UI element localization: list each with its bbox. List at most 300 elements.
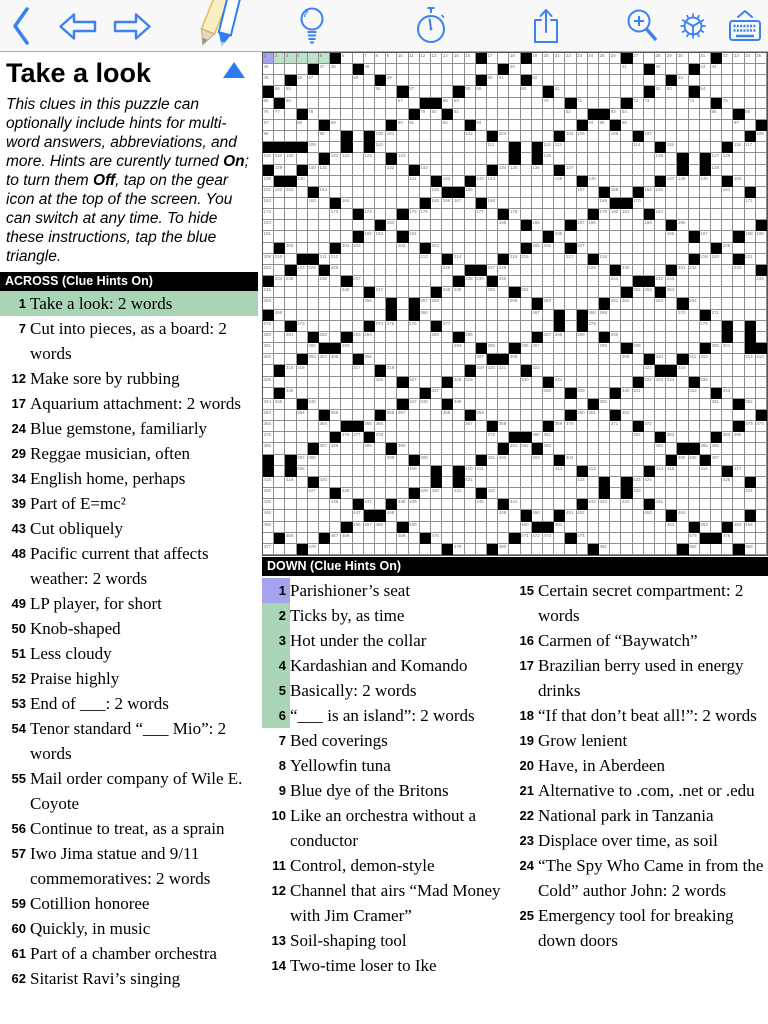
grid-cell[interactable] [733,410,744,421]
grid-cell[interactable] [274,410,285,421]
grid-cell[interactable] [453,399,464,410]
grid-cell[interactable] [274,220,285,231]
grid-cell[interactable] [588,522,599,533]
grid-cell[interactable] [666,98,677,109]
grid-cell[interactable] [621,388,632,399]
grid-cell[interactable] [509,86,520,97]
grid-cell[interactable] [700,109,711,120]
grid-cell[interactable] [364,75,375,86]
grid-cell[interactable] [722,354,733,365]
grid-cell[interactable] [308,421,319,432]
grid-cell[interactable] [498,432,509,443]
grid-cell[interactable] [644,120,655,131]
grid-cell[interactable] [733,522,744,533]
grid-cell[interactable] [700,443,711,454]
grid-cell[interactable] [599,131,610,142]
grid-cell[interactable] [420,165,431,176]
grid-cell[interactable] [476,354,487,365]
grid-cell[interactable] [655,499,666,510]
grid-cell[interactable] [666,254,677,265]
grid-cell[interactable] [700,231,711,242]
grid-cell[interactable] [364,466,375,477]
grid-cell[interactable] [263,365,274,376]
grid-cell[interactable] [722,75,733,86]
grid-cell[interactable] [543,310,554,321]
grid-cell[interactable] [745,488,756,499]
grid-cell[interactable] [577,276,588,287]
grid-cell[interactable] [599,176,610,187]
grid-cell[interactable] [745,265,756,276]
grid-cell[interactable] [353,120,364,131]
grid-cell[interactable] [633,243,644,254]
grid-cell[interactable] [756,209,767,220]
grid-cell[interactable] [543,142,554,153]
grid-cell[interactable] [521,98,532,109]
grid-cell[interactable] [521,86,532,97]
grid-cell[interactable] [263,298,274,309]
grid-cell[interactable] [532,477,543,488]
grid-cell[interactable] [655,455,666,466]
grid-cell[interactable] [353,98,364,109]
grid-cell[interactable] [745,198,756,209]
grid-cell[interactable] [577,109,588,120]
grid-cell[interactable] [677,254,688,265]
grid-cell[interactable] [621,265,632,276]
grid-cell[interactable] [330,455,341,466]
grid-cell[interactable] [442,343,453,354]
grid-cell[interactable] [756,254,767,265]
grid-cell[interactable] [532,399,543,410]
grid-cell[interactable] [655,120,666,131]
grid-cell[interactable] [521,254,532,265]
grid-cell[interactable] [521,499,532,510]
grid-cell[interactable] [610,109,621,120]
down-clue[interactable] [510,778,768,803]
grid-cell[interactable] [677,109,688,120]
grid-cell[interactable] [711,488,722,499]
grid-cell[interactable] [498,98,509,109]
grid-cell[interactable] [711,176,722,187]
grid-cell[interactable] [364,399,375,410]
grid-cell[interactable] [588,455,599,466]
grid-cell[interactable] [644,377,655,388]
grid-cell[interactable] [745,533,756,544]
grid-cell[interactable] [364,533,375,544]
grid-cell[interactable] [442,488,453,499]
grid-cell[interactable] [420,86,431,97]
grid-cell[interactable] [375,399,386,410]
grid-cell[interactable] [420,377,431,388]
grid-cell[interactable] [498,365,509,376]
across-clue[interactable] [0,291,258,316]
collapse-triangle-icon[interactable] [223,62,245,78]
grid-cell[interactable] [689,276,700,287]
grid-cell[interactable] [711,421,722,432]
grid-cell[interactable] [274,298,285,309]
grid-cell[interactable] [521,343,532,354]
grid-cell[interactable] [666,298,677,309]
grid-cell[interactable] [509,165,520,176]
grid-cell[interactable] [442,410,453,421]
grid-cell[interactable] [397,443,408,454]
grid-cell[interactable] [297,321,308,332]
grid-cell[interactable] [543,187,554,198]
grid-cell[interactable] [274,187,285,198]
grid-cell[interactable] [733,321,744,332]
grid-cell[interactable] [532,321,543,332]
grid-cell[interactable] [442,198,453,209]
grid-cell[interactable] [644,421,655,432]
grid-cell[interactable] [476,254,487,265]
grid-cell[interactable] [442,165,453,176]
grid-cell[interactable] [509,254,520,265]
grid-cell[interactable] [341,254,352,265]
grid-cell[interactable] [700,75,711,86]
grid-cell[interactable] [397,488,408,499]
grid-cell[interactable] [297,64,308,75]
grid-cell[interactable] [521,399,532,410]
grid-cell[interactable] [666,332,677,343]
grid-cell[interactable] [509,388,520,399]
across-clue[interactable] [0,966,258,991]
grid-cell[interactable] [353,254,364,265]
grid-cell[interactable] [554,287,565,298]
grid-cell[interactable] [353,544,364,555]
grid-cell[interactable] [722,410,733,421]
grid-cell[interactable] [487,321,498,332]
grid-cell[interactable] [633,142,644,153]
grid-cell[interactable] [621,432,632,443]
grid-cell[interactable] [353,176,364,187]
grid-cell[interactable] [431,310,442,321]
grid-cell[interactable] [700,243,711,254]
grid-cell[interactable] [397,131,408,142]
grid-cell[interactable] [409,354,420,365]
grid-cell[interactable] [341,410,352,421]
grid-cell[interactable] [521,488,532,499]
grid-cell[interactable] [476,131,487,142]
grid-cell[interactable] [733,365,744,376]
grid-cell[interactable] [364,544,375,555]
down-clue[interactable] [262,803,510,853]
grid-cell[interactable] [666,187,677,198]
grid-cell[interactable] [711,265,722,276]
grid-cell[interactable] [756,466,767,477]
grid-cell[interactable] [274,254,285,265]
grid-cell[interactable] [487,432,498,443]
grid-cell[interactable] [745,522,756,533]
grid-cell[interactable] [453,142,464,153]
grid-cell[interactable] [689,298,700,309]
grid-cell[interactable] [633,477,644,488]
grid-cell[interactable] [666,153,677,164]
grid-cell[interactable] [319,455,330,466]
grid-cell[interactable] [621,321,632,332]
grid-cell[interactable] [487,187,498,198]
grid-cell[interactable] [655,53,666,64]
grid-cell[interactable] [453,131,464,142]
grid-cell[interactable] [599,343,610,354]
grid-cell[interactable] [610,477,621,488]
grid-cell[interactable] [756,165,767,176]
grid-cell[interactable] [621,153,632,164]
grid-cell[interactable] [364,298,375,309]
grid-cell[interactable] [722,120,733,131]
grid-cell[interactable] [285,276,296,287]
grid-cell[interactable] [487,109,498,120]
grid-cell[interactable] [554,399,565,410]
grid-cell[interactable] [599,98,610,109]
grid-cell[interactable] [554,254,565,265]
grid-cell[interactable] [274,310,285,321]
grid-cell[interactable] [274,477,285,488]
grid-cell[interactable] [375,522,386,533]
grid-cell[interactable] [364,165,375,176]
grid-cell[interactable] [487,254,498,265]
grid-cell[interactable] [745,109,756,120]
grid-cell[interactable] [677,276,688,287]
grid-cell[interactable] [666,377,677,388]
grid-cell[interactable] [297,243,308,254]
grid-cell[interactable] [319,522,330,533]
grid-cell[interactable] [453,231,464,242]
grid-cell[interactable] [341,321,352,332]
grid-cell[interactable] [554,53,565,64]
grid-cell[interactable] [487,399,498,410]
grid-cell[interactable] [543,209,554,220]
grid-cell[interactable] [420,443,431,454]
grid-cell[interactable] [689,176,700,187]
grid-cell[interactable] [319,365,330,376]
grid-cell[interactable] [644,176,655,187]
grid-cell[interactable] [453,298,464,309]
across-clue[interactable] [0,691,258,716]
grid-cell[interactable] [285,64,296,75]
grid-cell[interactable] [285,98,296,109]
grid-cell[interactable] [588,388,599,399]
grid-cell[interactable] [733,432,744,443]
grid-cell[interactable] [666,477,677,488]
grid-cell[interactable] [487,153,498,164]
grid-cell[interactable] [610,432,621,443]
grid-cell[interactable] [297,53,308,64]
grid-cell[interactable] [745,298,756,309]
grid-cell[interactable] [431,455,442,466]
grid-cell[interactable] [353,109,364,120]
grid-cell[interactable] [397,142,408,153]
grid-cell[interactable] [330,377,341,388]
grid-cell[interactable] [431,109,442,120]
grid-cell[interactable] [733,220,744,231]
grid-cell[interactable] [745,443,756,454]
grid-cell[interactable] [297,410,308,421]
grid-cell[interactable] [442,365,453,376]
grid-cell[interactable] [711,399,722,410]
grid-cell[interactable] [733,276,744,287]
grid-cell[interactable] [532,544,543,555]
grid-cell[interactable] [610,466,621,477]
grid-cell[interactable] [633,254,644,265]
grid-cell[interactable] [330,254,341,265]
grid-cell[interactable] [711,321,722,332]
grid-cell[interactable] [689,187,700,198]
grid-cell[interactable] [297,131,308,142]
grid-cell[interactable] [409,142,420,153]
down-clue[interactable] [510,653,768,703]
grid-cell[interactable] [655,209,666,220]
grid-cell[interactable] [375,466,386,477]
grid-cell[interactable] [375,209,386,220]
grid-cell[interactable] [285,533,296,544]
grid-cell[interactable] [599,544,610,555]
grid-cell[interactable] [431,510,442,521]
grid-cell[interactable] [453,499,464,510]
grid-cell[interactable] [644,443,655,454]
grid-cell[interactable] [644,231,655,242]
grid-cell[interactable] [565,153,576,164]
grid-cell[interactable] [263,187,274,198]
grid-cell[interactable] [588,187,599,198]
grid-cell[interactable] [498,243,509,254]
grid-cell[interactable] [554,443,565,454]
grid-cell[interactable] [319,332,330,343]
grid-cell[interactable] [700,287,711,298]
grid-cell[interactable] [666,544,677,555]
grid-cell[interactable] [341,365,352,376]
grid-cell[interactable] [263,120,274,131]
grid-cell[interactable] [409,377,420,388]
grid-cell[interactable] [677,522,688,533]
grid-cell[interactable] [341,455,352,466]
grid-cell[interactable] [621,455,632,466]
grid-cell[interactable] [554,276,565,287]
grid-cell[interactable] [453,165,464,176]
grid-cell[interactable] [610,443,621,454]
settings-gear-icon[interactable] [674,0,712,52]
grid-cell[interactable] [285,410,296,421]
grid-cell[interactable] [756,377,767,388]
grid-cell[interactable] [711,455,722,466]
grid-cell[interactable] [442,231,453,242]
grid-cell[interactable] [745,455,756,466]
grid-cell[interactable] [554,499,565,510]
grid-cell[interactable] [263,287,274,298]
grid-cell[interactable] [465,455,476,466]
grid-cell[interactable] [644,399,655,410]
grid-cell[interactable] [733,198,744,209]
grid-cell[interactable] [577,64,588,75]
grid-cell[interactable] [297,310,308,321]
grid-cell[interactable] [745,287,756,298]
grid-cell[interactable] [521,332,532,343]
grid-cell[interactable] [677,377,688,388]
grid-cell[interactable] [756,287,767,298]
grid-cell[interactable] [733,377,744,388]
grid-cell[interactable] [509,131,520,142]
grid-cell[interactable] [532,265,543,276]
grid-cell[interactable] [487,176,498,187]
grid-cell[interactable] [498,510,509,521]
grid-cell[interactable] [599,64,610,75]
grid-cell[interactable] [722,432,733,443]
grid-cell[interactable] [409,332,420,343]
grid-cell[interactable] [700,377,711,388]
across-clue[interactable] [0,591,258,616]
grid-cell[interactable] [319,298,330,309]
grid-cell[interactable] [409,120,420,131]
grid-cell[interactable] [655,131,666,142]
grid-cell[interactable] [330,109,341,120]
grid-cell[interactable] [610,231,621,242]
grid-cell[interactable] [465,243,476,254]
grid-cell[interactable] [633,343,644,354]
grid-cell[interactable] [476,466,487,477]
grid-cell[interactable] [677,410,688,421]
grid-cell[interactable] [565,265,576,276]
grid-cell[interactable] [397,499,408,510]
grid-cell[interactable] [263,153,274,164]
grid-cell[interactable] [588,153,599,164]
grid-cell[interactable] [453,321,464,332]
grid-cell[interactable] [285,231,296,242]
grid-cell[interactable] [644,153,655,164]
grid-cell[interactable] [621,466,632,477]
grid-cell[interactable] [498,153,509,164]
grid-cell[interactable] [565,399,576,410]
grid-cell[interactable] [644,477,655,488]
grid-cell[interactable] [599,432,610,443]
grid-cell[interactable] [397,254,408,265]
grid-cell[interactable] [409,276,420,287]
down-clue[interactable] [510,728,768,753]
grid-cell[interactable] [745,388,756,399]
grid-cell[interactable] [689,131,700,142]
grid-cell[interactable] [745,86,756,97]
grid-cell[interactable] [409,265,420,276]
grid-cell[interactable] [263,533,274,544]
grid-cell[interactable] [409,499,420,510]
grid-cell[interactable] [621,64,632,75]
grid-cell[interactable] [677,209,688,220]
grid-cell[interactable] [375,265,386,276]
grid-cell[interactable] [364,443,375,454]
grid-cell[interactable] [677,388,688,399]
grid-cell[interactable] [487,75,498,86]
grid-cell[interactable] [341,86,352,97]
grid-cell[interactable] [386,220,397,231]
grid-cell[interactable] [532,75,543,86]
grid-cell[interactable] [364,522,375,533]
grid-cell[interactable] [666,120,677,131]
grid-cell[interactable] [733,298,744,309]
grid-cell[interactable] [554,142,565,153]
grid-cell[interactable] [353,165,364,176]
grid-cell[interactable] [453,522,464,533]
grid-cell[interactable] [465,64,476,75]
grid-cell[interactable] [599,522,610,533]
grid-cell[interactable] [565,377,576,388]
grid-cell[interactable] [543,131,554,142]
grid-cell[interactable] [733,388,744,399]
grid-cell[interactable] [285,209,296,220]
grid-cell[interactable] [330,510,341,521]
grid-cell[interactable] [353,388,364,399]
grid-cell[interactable] [689,410,700,421]
grid-cell[interactable] [745,231,756,242]
grid-cell[interactable] [431,544,442,555]
grid-cell[interactable] [308,243,319,254]
grid-cell[interactable] [397,310,408,321]
